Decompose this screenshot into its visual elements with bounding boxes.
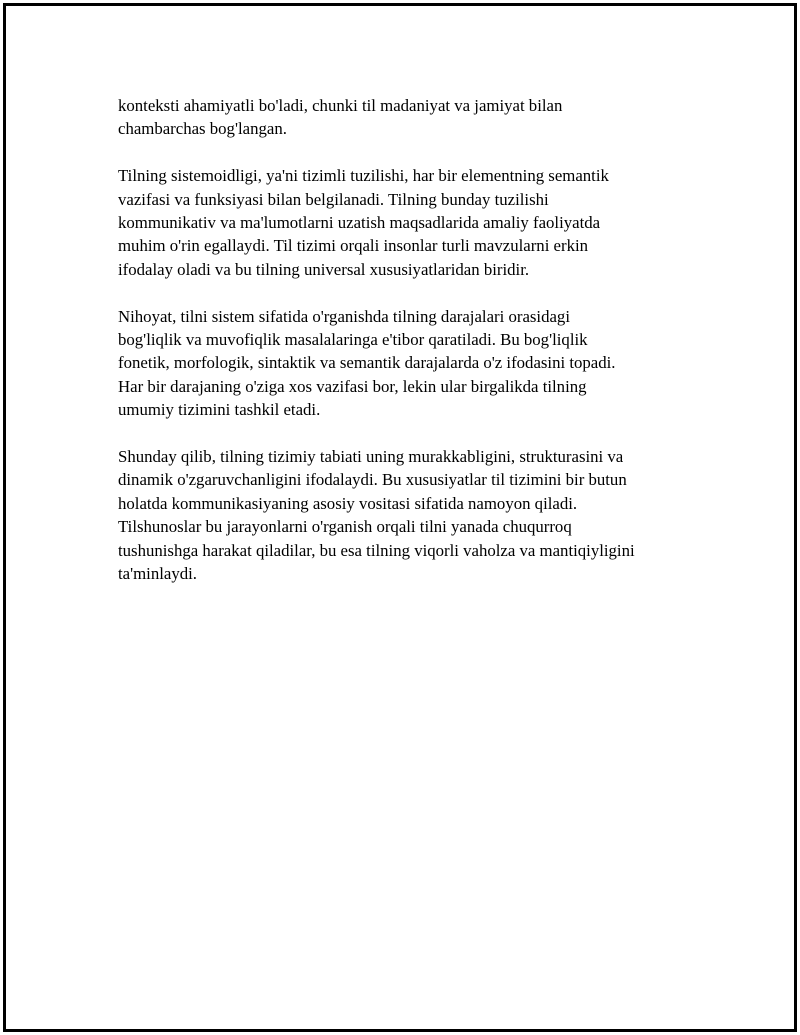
paragraph	[118, 305, 698, 422]
text-line: muhim o'rin egallaydi. Til tizimi orqali insonlar turli mavzularni erkin	[118, 236, 589, 256]
text-line: fonetik, morfologik, sintaktik va semantik darajalarda o'z ifodasini topadi.	[118, 353, 616, 373]
text-line: bog'liqlik va muvofiqlik masalalaringa e'tibor qaratiladi. Bu bog'liqlik	[118, 330, 588, 350]
text-line: Shunday qilib, tilning tizimiy tabiati uning murakkabligini, strukturasini va	[118, 447, 624, 467]
text-line: dinamik o'zgaruvchanligini ifodalaydi. Bu xususiyatlar til tizimini bir butun	[118, 470, 627, 490]
text-line: ta'minlaydi.	[118, 564, 197, 584]
paragraph	[118, 445, 698, 585]
text-line: ifodalay oladi va bu tilning universal xususiyatlaridan biridir.	[118, 259, 530, 279]
text-line: kommunikativ va ma'lumotlarni uzatish maqsadlarida amaliy faoliyatda	[118, 213, 601, 233]
text-line: vazifasi va funksiyasi bilan belgilanadi. Tilning bunday tuzilishi	[118, 189, 549, 209]
text-line: Har bir darajaning o'ziga xos vazifasi bor, lekin ular birgalikda tilning	[118, 376, 587, 396]
text-line: Tilning sistemoidligi, ya'ni tizimli tuzilishi, har bir elementning semantik	[118, 166, 609, 186]
text-line: umumiy tizimini tashkil etadi.	[118, 400, 321, 420]
text-line: chambarchas bog'langan.	[118, 119, 287, 139]
paragraph	[118, 164, 698, 281]
text-line: holatda kommunikasiyaning asosiy vositasi sifatida namoyon qiladi.	[118, 493, 578, 513]
text-line: konteksti ahamiyatli bo'ladi, chunki til madaniyat va jamiyat bilan	[118, 96, 563, 115]
text-line: Tilshunoslar bu jarayonlarni o'rganish orqali tilni yanada chuqurroq	[118, 517, 572, 537]
paragraph	[118, 94, 698, 141]
document-body	[118, 94, 698, 609]
text-line: Nihoyat, tilni sistem sifatida o'rganishda tilning darajalari orasidagi	[118, 306, 570, 326]
text-line: tushunishga harakat qiladilar, bu esa tilning viqorli vaholza va mantiqiyligini	[118, 540, 635, 560]
